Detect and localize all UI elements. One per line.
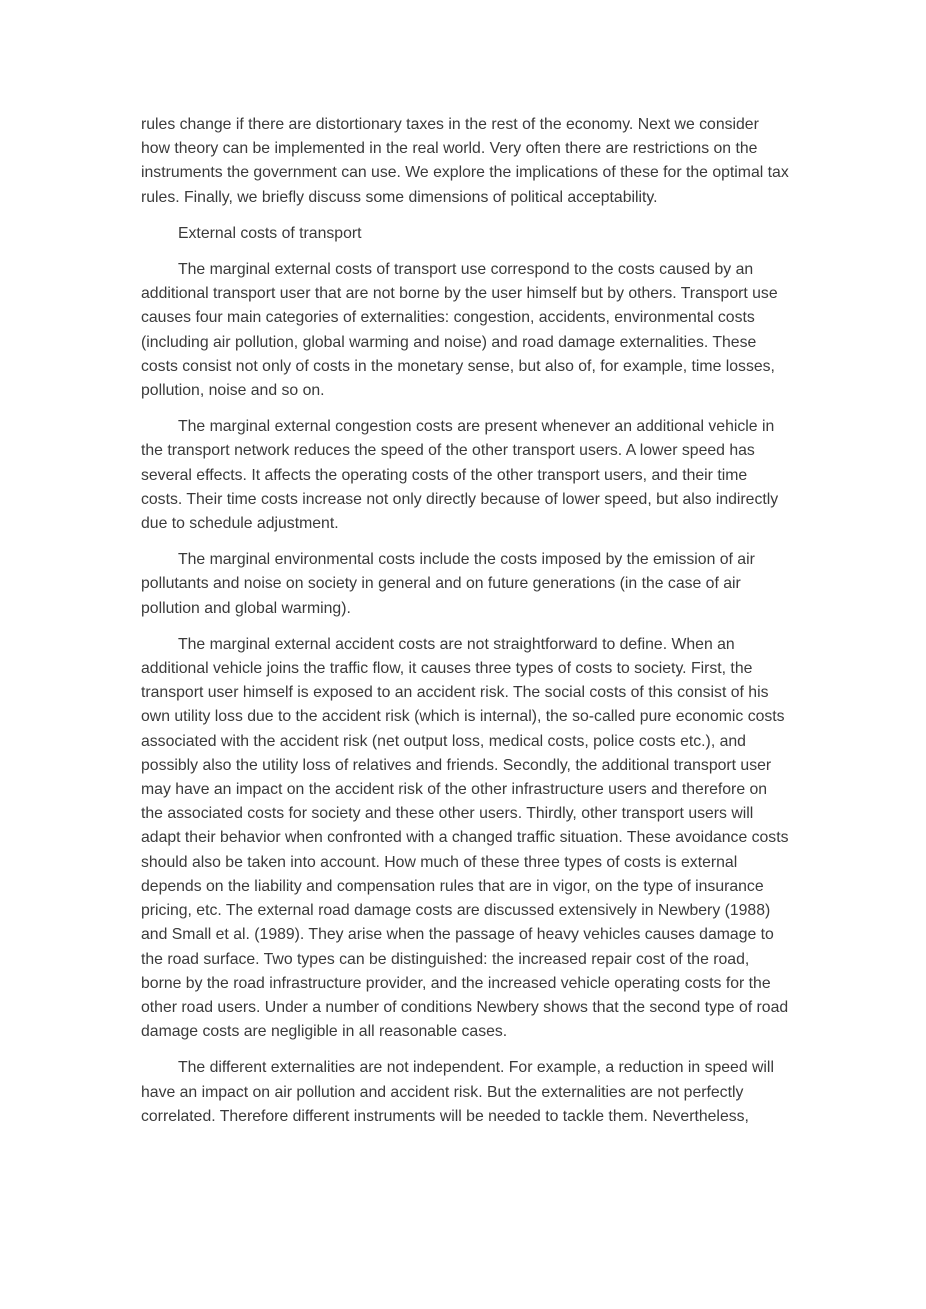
section-heading: External costs of transport: [178, 224, 362, 242]
paragraph-environmental-costs: The marginal environmental costs include the costs imposed by the emission of air pollutants and noise on society in general and on future generations (in the case of air pollution and global warming).: [141, 551, 755, 617]
paragraph-externalities-independence: The different externalities are not independent. For example, a reduction in speed will have an impact on air pollution and accident risk. But the externalities are not perfectly correlated. Therefore different instruments will be needed to tackle them. Nevertheless,: [141, 1059, 774, 1125]
document-page: [141, 113, 791, 1141]
paragraph-intro-continuation: rules change if there are distortionary taxes in the rest of the economy. Next we consider how theory can be implemented in the real world. Very often there are restrictions on the instruments the government can use. We explore the implications of these for the optimal tax rules. Finally, we briefly discuss some dimensions of political acceptability.: [141, 116, 789, 206]
paragraph-congestion-costs: The marginal external congestion costs are present whenever an additional vehicle in the transport network reduces the speed of the other transport users. A lower speed has several effects. It affects the operating costs of the other transport users, and their time costs. Their time costs increase not only directly because of lower speed, but also indirectly due to schedule adjustment.: [141, 418, 779, 533]
paragraph-accident-costs: The marginal external accident costs are not straightforward to define. When an additional vehicle joins the traffic flow, it causes three types of costs to society. First, the transport user himself is exposed to an accident risk. The social costs of this consist of his own utility loss due to the accident risk (which is internal), the so-called pure economic costs associated with the accident risk (net output loss, medical costs, police costs etc.), and possibly also the utility loss of relatives and friends. Secondly, the additional transport user may have an impact on the accident risk of the other infrastructure users and therefore on the associated costs for society and these other users. Thirdly, other transport users will adapt their behavior when confronted with a changed traffic situation. These avoidance costs should also be taken into account. How much of these three types of costs is external depends on the liability and compensation rules that are in vigor, on the type of insurance pricing, etc. The external road damage costs are discussed extensively in Newbery (1988) and Small et al. (1989). They arise when the passage of heavy vehicles causes damage to the road surface. Two types can be distinguished: the increased repair cost of the road, borne by the road infrastructure provider, and the increased vehicle operating costs for the other road users. Under a number of conditions Newbery shows that the second type of road damage costs are negligible in all reasonable cases.: [141, 635, 789, 1041]
paragraph-external-costs: The marginal external costs of transport use correspond to the costs caused by an additional transport user that are not borne by the user himself but by others. Transport use causes four main categories of externalities: congestion, accidents, environmental costs (including air pollution, global warming and noise) and road damage externalities. These costs consist not only of costs in the monetary sense, but also of, for example, time losses, pollution, noise and so on.: [141, 261, 778, 400]
